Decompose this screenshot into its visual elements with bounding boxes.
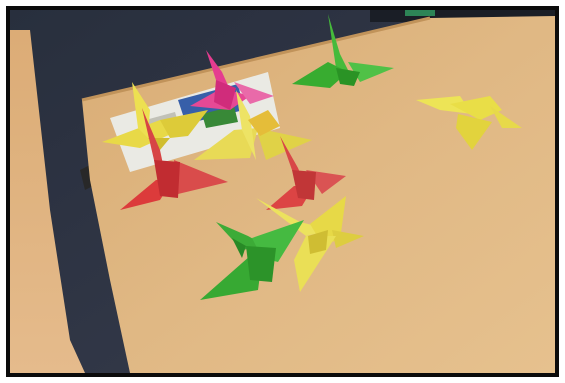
photo-scene	[10, 10, 555, 373]
vignette	[10, 10, 555, 373]
photo	[6, 6, 559, 377]
